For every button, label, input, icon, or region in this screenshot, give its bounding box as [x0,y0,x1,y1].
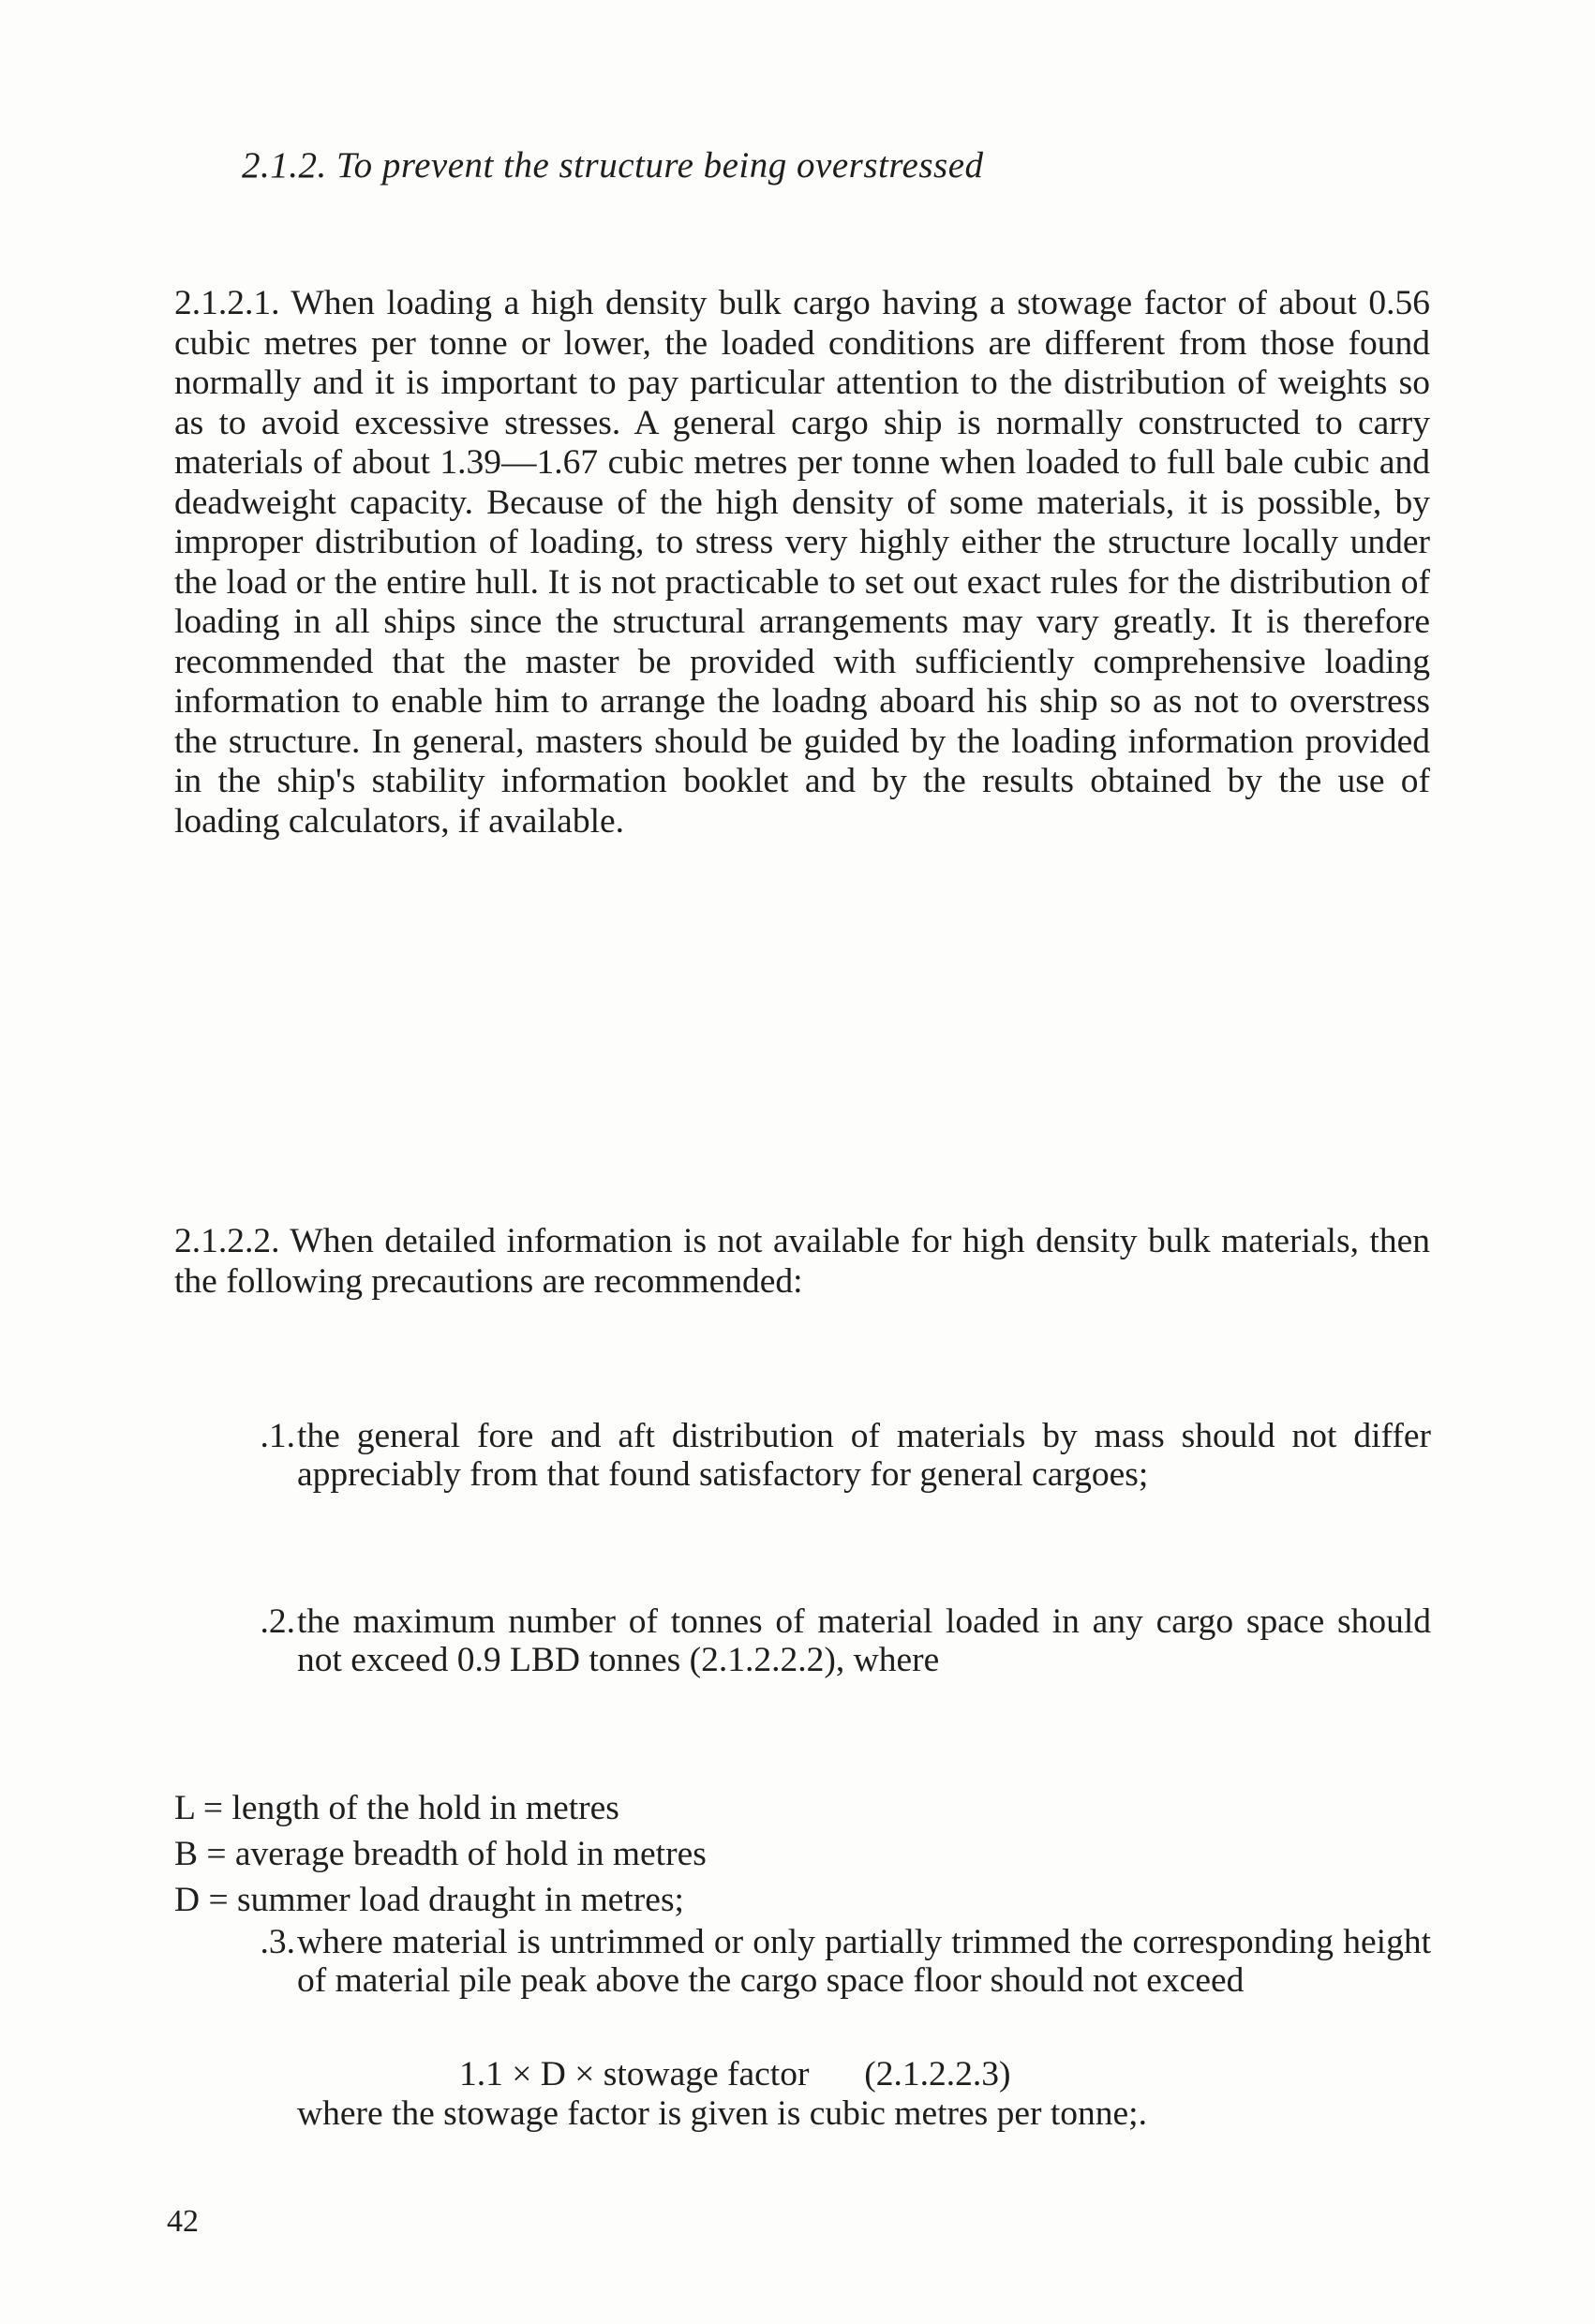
formula-reference: (2.1.2.2.3) [864,2055,1011,2093]
list-item-number: .3. [260,1923,295,1961]
list-item-text: the maximum number of tonnes of material loaded in any cargo space should not exceed 0.9 LBD tonnes (2.1.2.2.2), where [297,1602,1431,1679]
list-item-number: .1. [260,1417,295,1455]
list-item-text: the general fore and aft distribution of materials by mass should not differ appreciably from that found satisfactory for general cargoes; [297,1417,1431,1494]
definition-length: L = length of the hold in metres [174,1789,619,1827]
page-number: 42 [167,2204,199,2239]
paragraph-2-1-2-2: 2.1.2.2. When detailed information is not available for high density bulk materials, then the following precautions are recommended: [174,1222,1430,1301]
formula-note: where the stowage factor is given is cubic metres per tonne;. [297,2094,1147,2133]
definition-draught: D = summer load draught in metres; [174,1881,684,1919]
list-item-number: .2. [260,1602,295,1641]
formula [459,2054,1010,2094]
section-heading: 2.1.2. To prevent the structure being overstressed [242,145,984,186]
variable-definitions [174,1785,707,1923]
paragraph-2-1-2-1: 2.1.2.1. When loading a high density bulk cargo having a stowage factor of about 0.56 cubic metres per tonne or lower, the loaded conditions are different from those found normally and it is important to pay particular attention to the distribution of weights so as to avoid excessive stresses. A general cargo ship is normally constructed to carry materials of about 1.39—1.67 cubic metres per tonne when loaded to full bale cubic and deadweight capacity. Because of the high density of some materials, it is possible, by improper distribution of loading, to stress very highly either the structure locally under the load or the entire hull. It is not practicable to set out exact rules for the distribution of loading in all ships since the structural arrangements may vary greatly. It is therefore recommended that the master be provided with sufficiently comprehensive loading information to enable him to arrange the loadng aboard his ship so as not to overstress the structure. In general, masters should be guided by the loading information provided in the ship's stability information booklet and by the results obtained by the use of loading calculators, if available. [174,284,1430,841]
definition-breadth: B = average breadth of hold in metres [174,1835,707,1873]
formula-expression: 1.1 × D × stowage factor [459,2055,810,2093]
list-item-text: where material is untrimmed or only partially trimmed the corresponding height of material pile peak above the cargo space floor should not exceed [297,1923,1431,2000]
